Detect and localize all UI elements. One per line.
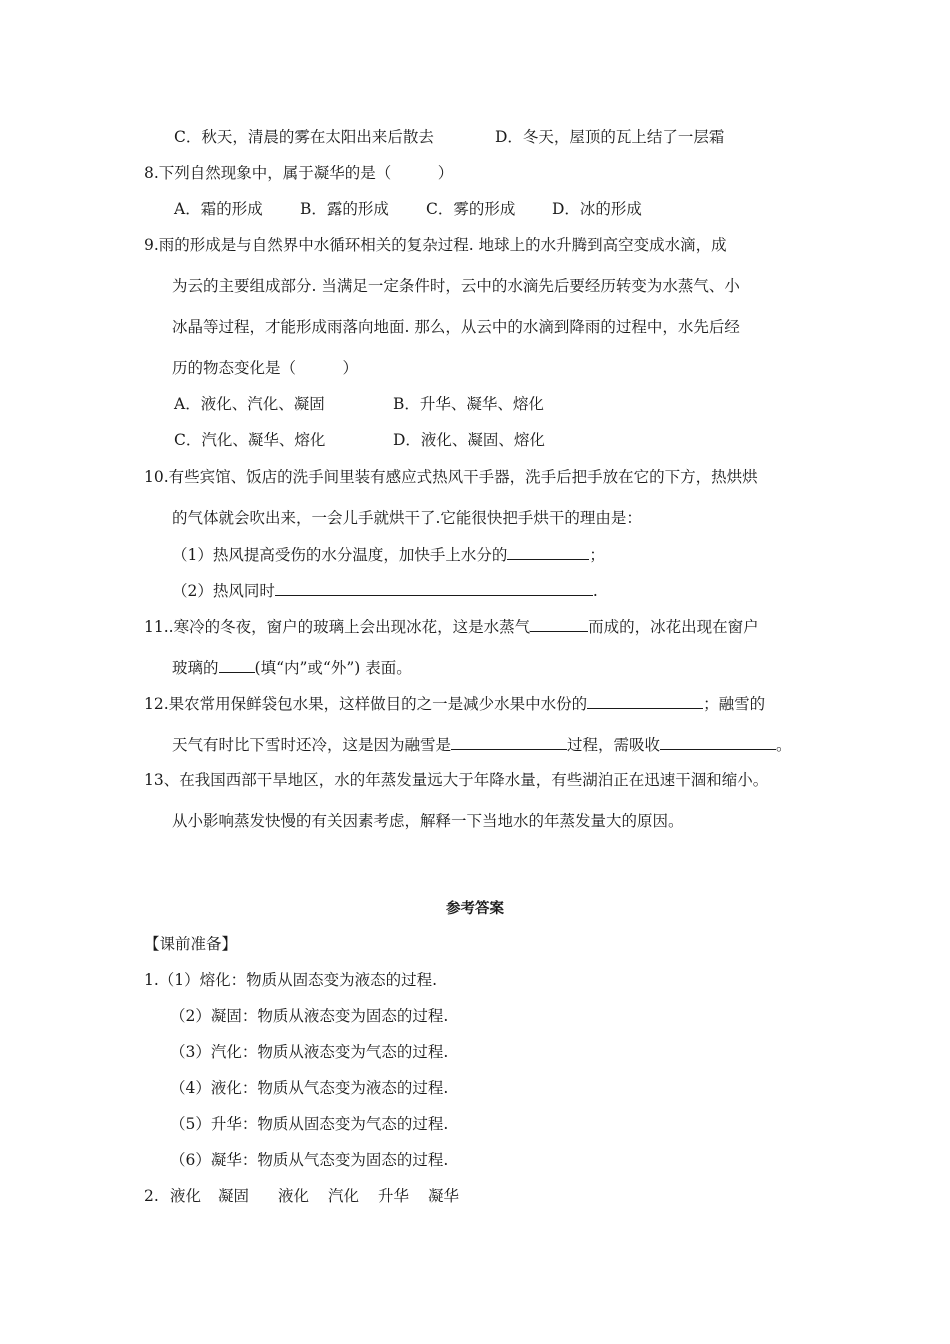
q11-line-1-text: 11..寒冷的冬夜，窗户的玻璃上会出现冰花，这是水蒸气	[144, 618, 531, 636]
answers-title: 参考答案	[446, 901, 504, 917]
q13-line-1: 13、在我国西部干旱地区，水的年蒸发量远大于年降水量，有些湖泊正在迅速干涸和缩小。	[144, 771, 769, 789]
q12-line-2-mid: 过程，需吸收	[567, 736, 661, 754]
q12-line-1	[144, 693, 765, 714]
q12-line-2	[172, 734, 792, 755]
q10-sub-2	[172, 580, 598, 601]
q10-sub-2-text: （2）热风同时	[172, 582, 275, 600]
answer-1-line-6: （6）凝华：物质从气态变为固态的过程.	[170, 1151, 449, 1169]
answer-1-line-1: 1.（1）熔化：物质从固态变为液态的过程.	[144, 971, 438, 989]
q12-line-1-text: 12.果农常用保鲜袋包水果，这样做目的之一是减少水果中水份的	[144, 695, 588, 713]
q10-sub-1-blank[interactable]	[507, 544, 589, 560]
q8-option-a: A．霜的形成	[174, 200, 263, 218]
answer-2-item: 汽化	[328, 1187, 360, 1205]
q9-option-b: B．升华、凝华、熔化	[393, 395, 544, 413]
q13-line-2: 从小影响蒸发快慢的有关因素考虑，解释一下当地水的年蒸发量大的原因。	[172, 812, 684, 830]
q11-line-1	[144, 616, 759, 637]
q9-line-2: 为云的主要组成部分. 当满足一定条件时，云中的水滴先后要经历转变为水蒸气、小	[172, 277, 740, 295]
q9-line-1: 9.雨的形成是与自然界中水循环相关的复杂过程. 地球上的水升腾到高空变成水滴，成	[144, 236, 727, 254]
answer-1-line-3: （3）汽化：物质从液态变为气态的过程.	[170, 1043, 449, 1061]
q11-line-2-end: (填“内”或“外”) 表面。	[254, 659, 412, 677]
q10-line-2: 的气体就会吹出来，一会儿手就烘干了.它能很快把手烘干的理由是：	[172, 509, 642, 527]
q12-line-2-text: 天气有时比下雪时还冷，这是因为融雪是	[172, 736, 452, 754]
answer-2-item: 凝固	[218, 1187, 250, 1205]
q11-blank-2[interactable]	[219, 657, 255, 673]
q11-line-1-end: 而成的，冰花出现在窗户	[588, 618, 759, 636]
answer-2-number: 2.	[144, 1187, 159, 1205]
q12-line-1-end: ；融雪的	[703, 695, 766, 713]
answers-section-heading: 【课前准备】	[144, 935, 238, 953]
answer-2-item: 升华	[378, 1187, 410, 1205]
answer-1-line-2: （2）凝固：物质从液态变为固态的过程.	[170, 1007, 449, 1025]
q8-option-b: B．露的形成	[300, 200, 389, 218]
q10-sub-2-end: .	[592, 582, 598, 600]
q11-blank-1[interactable]	[530, 616, 588, 632]
q9-option-c: C．汽化、凝华、熔化	[174, 431, 326, 449]
q11-line-2	[172, 657, 412, 678]
answer-2	[144, 1186, 459, 1206]
q10-sub-1-end: ；	[589, 546, 605, 564]
q7-option-d: D．冬天，屋顶的瓦上结了一层霜	[495, 128, 725, 146]
q12-blank-2[interactable]	[451, 734, 567, 750]
q9-option-d: D．液化、凝固、熔化	[393, 431, 545, 449]
q9-line-4: 历的物态变化是（ ）	[172, 359, 359, 377]
answer-2-item: 液化	[170, 1187, 202, 1205]
q12-blank-3[interactable]	[660, 734, 776, 750]
answer-2-item: 液化	[278, 1187, 310, 1205]
q12-line-2-end: 。	[776, 736, 792, 754]
q12-blank-1[interactable]	[587, 693, 703, 709]
q10-sub-1-text: （1）热风提高受伤的水分温度，加快手上水分的	[172, 546, 508, 564]
q8-option-d: D．冰的形成	[552, 200, 642, 218]
answer-2-item: 凝华	[428, 1187, 460, 1205]
q11-line-2-text: 玻璃的	[172, 659, 219, 677]
answer-1-line-4: （4）液化：物质从气态变为液态的过程.	[170, 1079, 449, 1097]
q9-line-3: 冰晶等过程，才能形成雨落向地面. 那么，从云中的水滴到降雨的过程中，水先后经	[172, 318, 740, 336]
q10-line-1: 10.有些宾馆、饭店的洗手间里装有感应式热风干手器，洗手后把手放在它的下方，热烘烘	[144, 468, 758, 486]
q10-sub-2-blank[interactable]	[275, 580, 593, 596]
q8-stem: 8.下列自然现象中，属于凝华的是（ ）	[144, 164, 454, 182]
q8-option-c: C．雾的形成	[426, 200, 516, 218]
q9-option-a: A．液化、汽化、凝固	[174, 395, 325, 413]
q7-option-c: C．秋天，清晨的雾在太阳出来后散去	[174, 128, 434, 146]
answer-1-line-5: （5）升华：物质从固态变为气态的过程.	[170, 1115, 449, 1133]
q10-sub-1	[172, 544, 605, 565]
